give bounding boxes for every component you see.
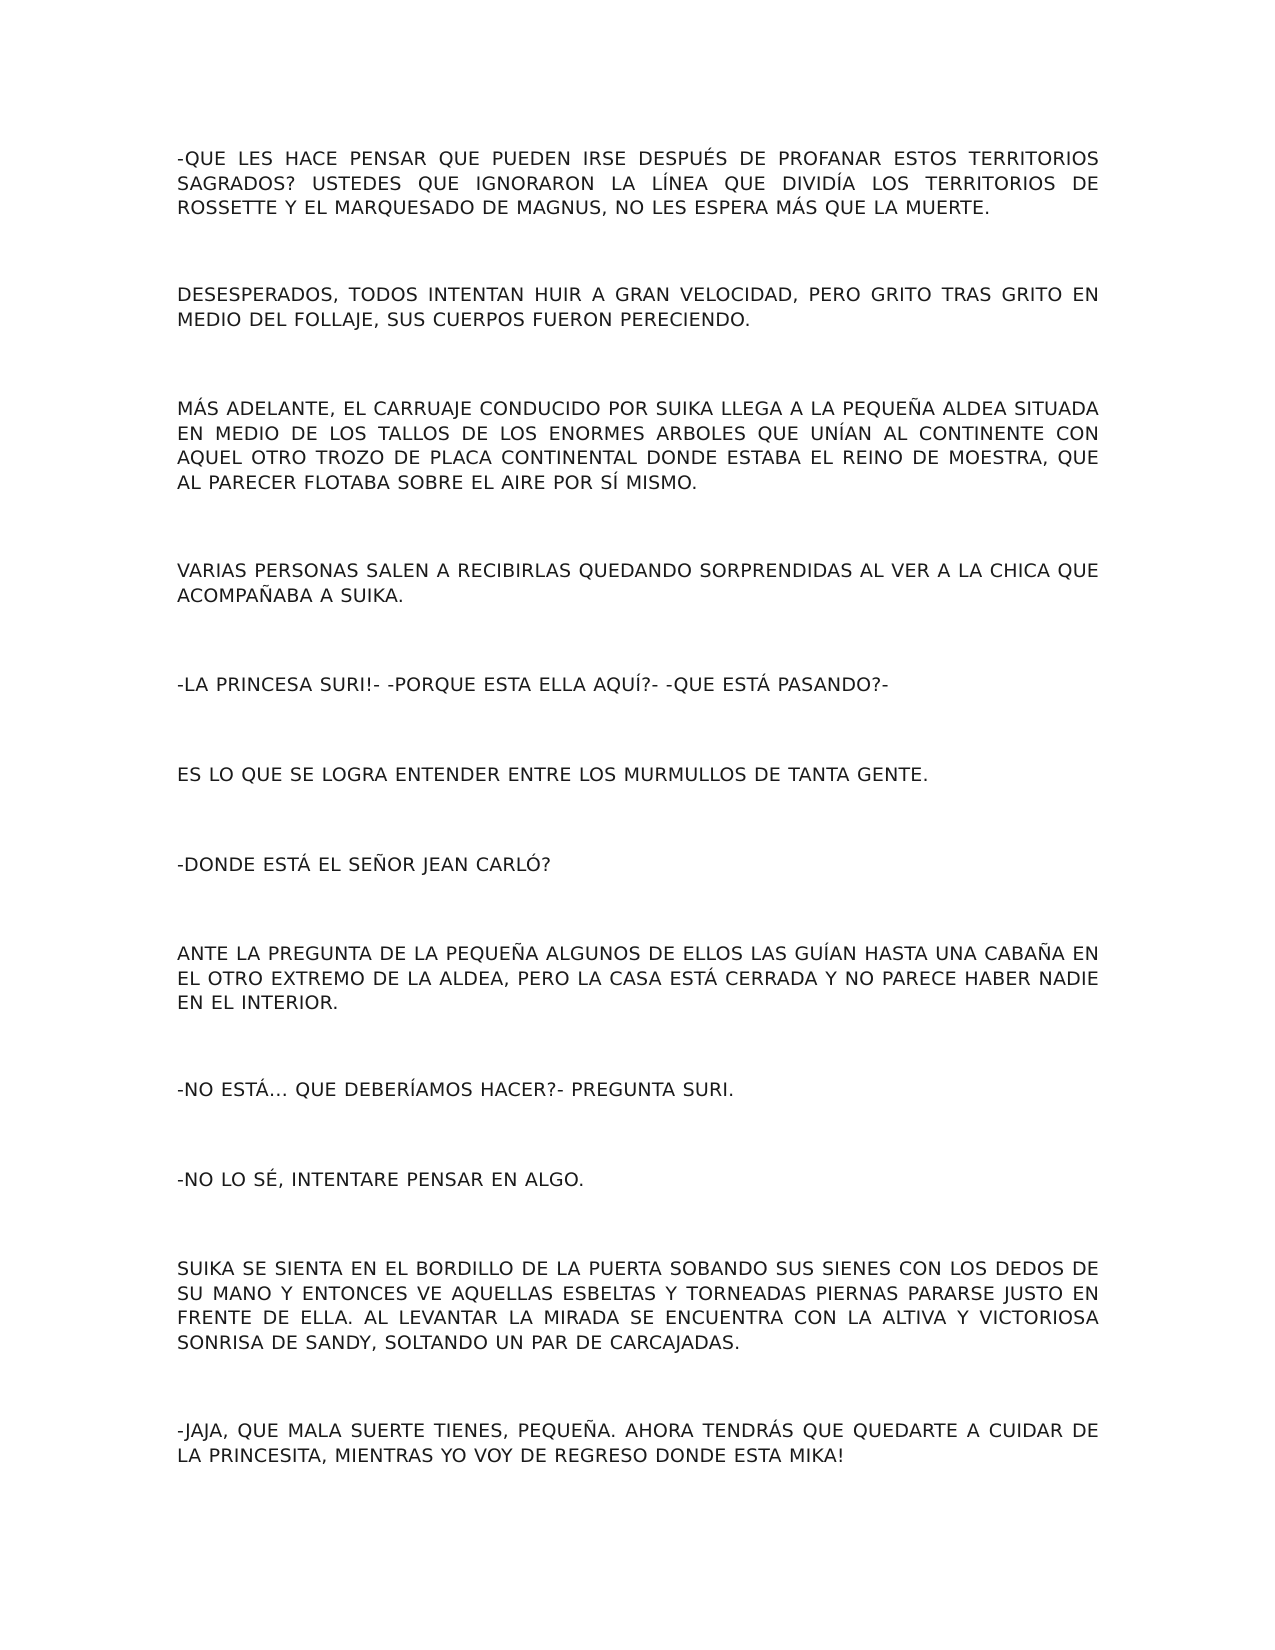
paragraph-11: SUIKA SE SIENTA EN EL BORDILLO DE LA PUERTA SOBANDO SUS SIENES CON LOS DEDOS DE SU MANO Y ENTONCES VE AQUELLAS ESBELTAS Y TORNEADAS PIERNAS PARARSE JUSTO EN FRENTE DE ELLA. AL LEVANTAR LA MIRADA SE ENCUENTRA CON LA ALTIVA Y VICTORIOSA SONRISA DE SANDY, SOLTANDO UN PAR DE CARCAJADAS. [177,1258,1099,1354]
paragraph-5: -LA PRINCESA SURI!- -PORQUE ESTA ELLA AQUÍ?- -QUE ESTÁ PASANDO?- [177,674,889,696]
paragraph-1: -QUE LES HACE PENSAR QUE PUEDEN IRSE DESPUÉS DE PROFANAR ESTOS TERRITORIOS SAGRADOS? USTEDES QUE IGNORARON LA LÍNEA QUE DIVIDÍA LOS TERRITORIOS DE ROSSETTE Y EL MARQUESADO DE MAGNUS, NO LES ESPERA MÁS QUE LA MUERTE. [177,148,1099,219]
paragraph-12: -JAJA, QUE MALA SUERTE TIENES, PEQUEÑA. AHORA TENDRÁS QUE QUEDARTE A CUIDAR DE LA PRINCESITA, MIENTRAS YO VOY DE REGRESO DONDE ESTA MIKA! [177,1420,1099,1467]
paragraph-4: VARIAS PERSONAS SALEN A RECIBIRLAS QUEDANDO SORPRENDIDAS AL VER A LA CHICA QUE ACOMPAÑABA A SUIKA. [177,560,1099,607]
paragraph-7: -DONDE ESTÁ EL SEÑOR JEAN CARLÓ? [177,854,552,876]
paragraph-2: DESESPERADOS, TODOS INTENTAN HUIR A GRAN VELOCIDAD, PERO GRITO TRAS GRITO EN MEDIO DEL FOLLAJE, SUS CUERPOS FUERON PERECIENDO. [177,284,1099,331]
paragraph-6: ES LO QUE SE LOGRA ENTENDER ENTRE LOS MURMULLOS DE TANTA GENTE. [177,764,929,786]
paragraph-3: MÁS ADELANTE, EL CARRUAJE CONDUCIDO POR SUIKA LLEGA A LA PEQUEÑA ALDEA SITUADA EN MEDIO DE LOS TALLOS DE LOS ENORMES ARBOLES QUE UNÍAN AL CONTINENTE CON AQUEL OTRO TROZO DE PLACA CONTINENTAL DONDE ESTABA EL REINO DE MOESTRA, QUE AL PARECER FLOTABA SOBRE EL AIRE POR SÍ MISMO. [177,398,1099,494]
paragraph-10: -NO LO SÉ, INTENTARE PENSAR EN ALGO. [177,1169,585,1191]
paragraph-8: ANTE LA PREGUNTA DE LA PEQUEÑA ALGUNOS DE ELLOS LAS GUÍAN HASTA UNA CABAÑA EN EL OTRO EXTREMO DE LA ALDEA, PERO LA CASA ESTÁ CERRADA Y NO PARECE HABER NADIE EN EL INTERIOR. [177,943,1099,1014]
paragraph-9: -NO ESTÁ… QUE DEBERÍAMOS HACER?- PREGUNTA SURI. [177,1079,735,1101]
